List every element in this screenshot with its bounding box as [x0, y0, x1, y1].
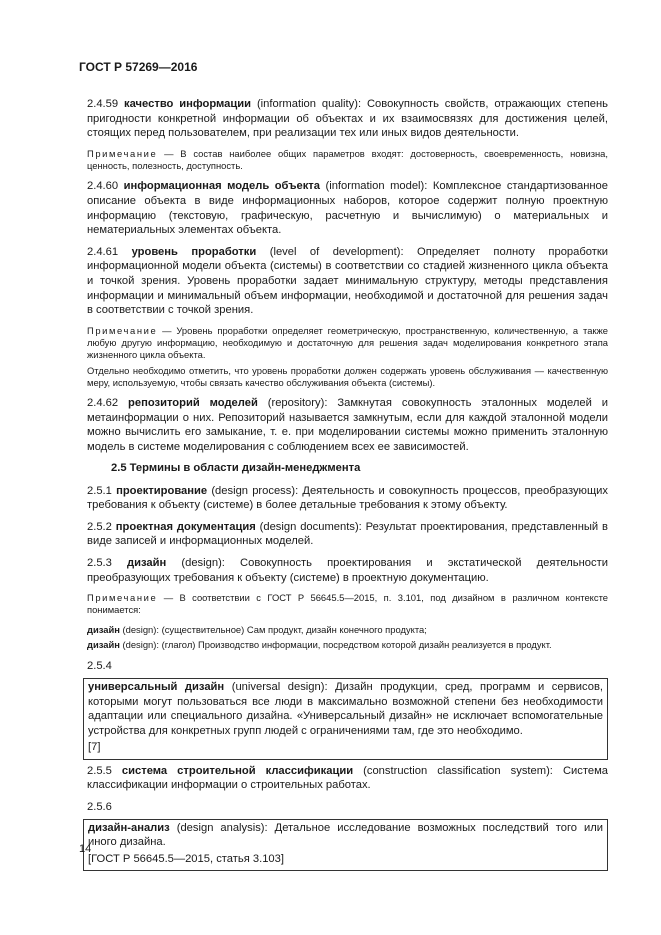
- definition-noun: дизайн (design): (существительное) Сам продукт, дизайн конечного продукта;: [87, 623, 427, 635]
- page-number: 14: [79, 843, 92, 855]
- term-name: система строительной классификации: [121, 764, 354, 777]
- term-entry-2-5-5: 2.5.5 система строительной классификации (construction classification system): Система классификации информации о строительных работах.: [87, 764, 608, 792]
- term-reference: [ГОСТ Р 56645.5—2015, статья 3.103]: [88, 852, 284, 865]
- term-name: репозиторий моделей: [128, 397, 258, 410]
- term-name: универсальный дизайн: [88, 680, 225, 693]
- term-name: дизайн: [127, 556, 167, 569]
- term-number-2-5-4: 2.5.4: [87, 660, 112, 673]
- term-entry-2-5-3: 2.5.3 дизайн (design): Совокупность проектирования и экстатической деятельности преобразующих требования к объекту (системе) в проектную документацию.: [87, 556, 608, 584]
- term-entry-2-4-62: 2.4.62 репозиторий моделей (repository): Замкнутая совокупность эталонных моделей и метаинформации о них. Репозиторий называется замкнутым, если для каждой эталонной модели можно вычислить его замыкание, т. е. при моделировании системы можно применить эталонную модель в системе моделирования с соблюдением всех ее зависимостей.: [87, 397, 609, 453]
- note-continuation-2-4-61: Отдельно необходимо отметить, что уровень проработки должен содержать уровень обслуживания — качественную меру, используемую, чтобы связать качество обслуживания объекта (системы).: [87, 364, 608, 388]
- term-entry-2-5-2: 2.5.2 проектная документация (design documents): Результат проектирования, представленный в виде записей и информационных моделей.: [87, 520, 608, 548]
- term-name: дизайн-анализ: [88, 821, 170, 834]
- term-entry-2-5-1: 2.5.1 проектирование (design process): Деятельность и совокупность процессов, преобразующих требования к объекту (системе) в более детальные требования к этому объекту.: [87, 484, 608, 512]
- term-reference: [7]: [88, 741, 101, 754]
- term-entry-2-4-60: 2.4.60 информационная модель объекта (information model): Комплексное стандартизованное описание объекта в виде информационных наборов, которое содержит полную проектную информацию (текстовую, графическую, расчетную и вычислимую) о материальных и нематериальных элементах объекта.: [87, 180, 608, 237]
- term-entry-2-4-59: 2.4.59 качество информации (information quality): Совокупность свойств, отражающих степень пригодности конкретной информации об объектах и их взаимосвязях для достижения целей, стоящих перед пользователем, при реализации тех или иных видов деятельности.: [87, 98, 609, 140]
- page-content: [87, 97, 608, 875]
- note-2-4-61: Примечание — Уровень проработки определяет геометрическую, пространственную, количественную, а также любую другую информацию, необходимую и достаточную для решения задач моделирования конкретного этапа жизненного цикла объекта.: [87, 324, 608, 361]
- term-name: уровень проработки: [131, 245, 257, 258]
- note-label: Примечание: [87, 324, 158, 336]
- term-number-2-5-6: 2.5.6: [87, 801, 112, 814]
- term-name: проектирование: [116, 484, 208, 497]
- term-entry-2-5-4: универсальный дизайн (universal design): Дизайн продукции, сред, программ и сервисов, которыми могут пользоваться все люди в максимально возможной степени без необходимости адаптации или специального дизайна. «Универсальный дизайн» не исключает вспомогательные устройства для конкретных групп людей с ограничениями там, где это необходимо.: [88, 680, 603, 737]
- term-name: информационная модель объекта: [123, 180, 320, 193]
- section-heading: 2.5 Термины в области дизайн-менеджмента: [111, 461, 361, 474]
- document-header: ГОСТ Р 57269—2016: [79, 60, 198, 74]
- note-label: Примечание: [87, 592, 158, 604]
- term-entry-2-5-6: дизайн-анализ (design analysis): Детальное исследование возможных последствий того или иного дизайна.: [88, 821, 604, 849]
- note-2-5-3: Примечание — В соответствии с ГОСТ Р 56645.5—2015, п. 3.101, под дизайном в различном контексте понимается:: [87, 592, 608, 616]
- term-name: проектная документация: [115, 520, 256, 533]
- term-name: качество информации: [124, 98, 252, 110]
- note-2-4-59: Примечание — В состав наиболее общих параметров входят: достоверность, своевременность, новизна, ценность, полезность, доступность.: [87, 147, 608, 172]
- note-label: Примечание: [87, 147, 158, 159]
- term-box-2-5-6: [83, 819, 608, 872]
- term-entry-2-4-61: 2.4.61 уровень проработки (level of development): Определяет полноту проработки информационной модели объекта (системы) в соответствии со стадией жизненного цикла объекта и точкой зрения. Уровень проработки задает минимальную структуру, методы представления информации и минимальный объем информации, необходимой и достаточной для решения задач в соответствии с точкой зрения.: [87, 245, 609, 317]
- definition-verb: дизайн (design): (глагол) Производство информации, посредством которой дизайн реализуется в продукт.: [87, 639, 552, 651]
- term-box-2-5-4: [83, 678, 608, 760]
